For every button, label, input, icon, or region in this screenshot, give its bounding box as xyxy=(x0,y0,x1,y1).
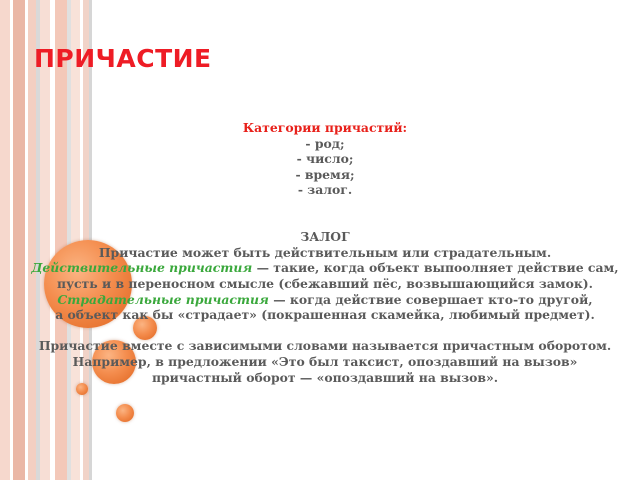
active-example: пусть и в переносном смысле (сбежавший пёс, возвышающийся замок). xyxy=(57,275,593,291)
section-heading: ЗАЛОГ xyxy=(300,229,350,245)
example-sentence: Например, в предложении «Это был таксист, опоздавший на вызов» xyxy=(72,353,578,369)
passive-def: — когда действие совершает кто-то другой, xyxy=(268,291,593,307)
category-item: - род; xyxy=(305,135,345,151)
categories-heading: Категории причастий: xyxy=(242,120,408,135)
passive-term: Страдательные причастия xyxy=(57,291,269,307)
intro-text: Причастие может быть действительным или страдательным. xyxy=(98,244,552,260)
category-item: - время; xyxy=(295,166,355,182)
turnover-text: Причастие вместе с зависимыми словами называется причастным оборотом. xyxy=(38,338,612,354)
active-participle-definition xyxy=(30,260,620,276)
active-term: Действительные причастия xyxy=(31,260,253,276)
category-item: - число; xyxy=(296,151,354,167)
decorative-circle-small-2 xyxy=(116,404,134,422)
slide-title: ПРИЧАСТИЕ xyxy=(34,44,212,73)
slide-content xyxy=(30,120,620,385)
active-def: — такие, когда объект выпоолняет действие сам, xyxy=(252,260,619,276)
passive-participle-definition xyxy=(30,292,620,308)
category-item: - залог. xyxy=(297,182,353,198)
example-turnover: причастный оборот — «опоздавший на вызов». xyxy=(151,369,499,385)
passive-example: а объект как бы «страдает» (покрашенная скамейка, любимый предмет). xyxy=(55,307,595,323)
